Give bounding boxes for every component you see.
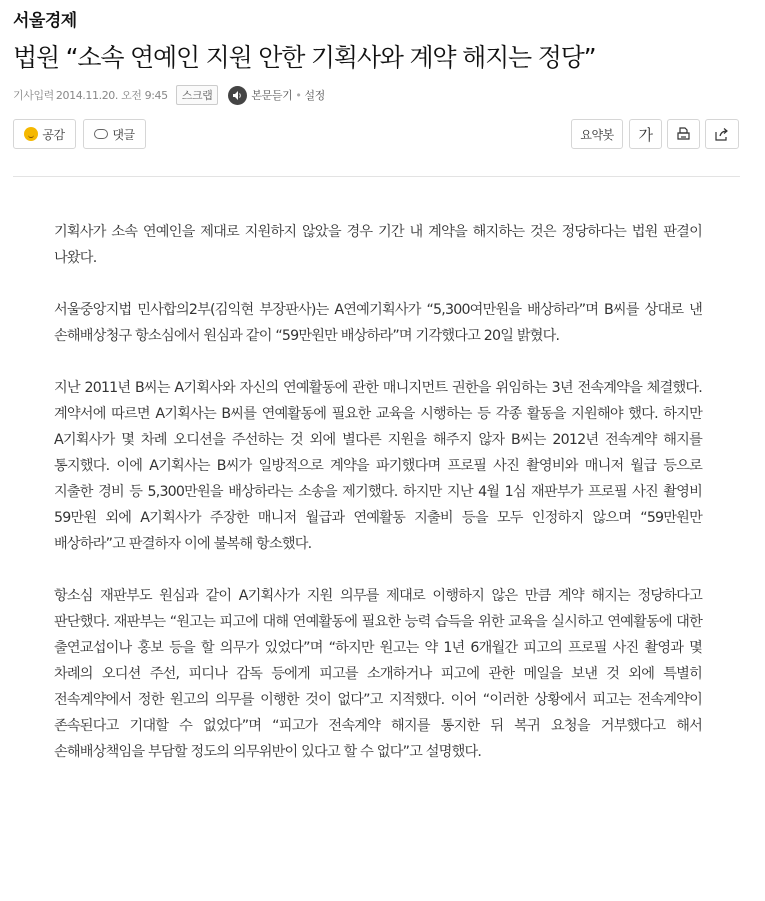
font-size-button[interactable]: 가 bbox=[629, 119, 662, 149]
article-body bbox=[54, 219, 702, 791]
print-icon bbox=[676, 127, 691, 142]
speaker-icon[interactable] bbox=[228, 86, 247, 105]
scrap-button[interactable]: 스크랩 bbox=[176, 85, 219, 105]
article-paragraph: 항소심 재판부도 원심과 같이 A기획사가 지원 의무를 제대로 이행하지 않은 만큼 계약 해지는 정당하다고 판단했다. 재판부는 “원고는 피고에 대해 연예활동에 필요한 능력 습득을 위한 교육을 실시하고 연예활동에 대한 출연교섭이나 홍보 등을 할 의무가 있었다”며 “하지만 원고는 약 1년 6개월간 피고의 프로필 사진 촬영과 몇 차례의 오디션 주선, 피디나 감독 등에게 피고를 소개하거나 피고에 관한 메일을 보낸 것 외에 특별히 전속계약에서 정한 원고의 의무를 이행한 것이 없다”고 지적했다. 이어 “이러한 상황에서 피고는 전속계약이 존속된다고 기대할 수 없었다”며 “피고가 전속계약 해지를 통지한 뒤 복귀 요청을 거부했다고 해서 손해배상책임을 부담할 정도의 의무위반이 있다고 할 수 없다”고 설명했다. bbox=[54, 588, 702, 760]
like-button[interactable] bbox=[13, 119, 76, 149]
comment-icon bbox=[94, 129, 108, 139]
input-label: 기사입력 bbox=[13, 89, 54, 102]
share-icon bbox=[714, 127, 730, 142]
like-label: 공감 bbox=[42, 127, 65, 142]
summary-button[interactable]: 요약봇 bbox=[571, 119, 623, 149]
meta-separator: • bbox=[295, 88, 302, 102]
article-headline: 법원 “소속 연예인 지원 안한 기획사와 계약 해지는 정당” bbox=[13, 43, 596, 72]
header-divider bbox=[13, 176, 740, 177]
comment-button[interactable] bbox=[83, 119, 146, 149]
listen-button[interactable]: 본문듣기 bbox=[251, 89, 293, 102]
article-paragraph: 서울중앙지법 민사합의2부(김익현 부장판사)는 A연예기획사가 “5,300여만원을 배상하라”며 B씨를 상대로 낸 손해배상청구 항소심에서 원심과 같이 “59만원만 배상하라”며 기각했다고 20일 밝혔다. bbox=[54, 302, 702, 344]
press-name[interactable]: 서울경제 bbox=[13, 11, 77, 31]
settings-link[interactable]: 설정 bbox=[304, 89, 325, 102]
article-date: 2014.11.20. 오전 9:45 bbox=[55, 89, 168, 102]
print-button[interactable] bbox=[667, 119, 700, 149]
article-meta bbox=[13, 85, 325, 105]
share-button[interactable] bbox=[705, 119, 739, 149]
article-paragraph: 지난 2011년 B씨는 A기획사와 자신의 연예활동에 관한 매니지먼트 권한을 위임하는 3년 전속계약을 체결했다. 계약서에 따르면 A기획사는 B씨를 연예활동에 필요한 교육을 시행하는 등 각종 활동을 지원해야 했다. 하지만 A기획사가 몇 차례 오디션을 주선하는 것 외에 별다른 지원을 해주지 않자 B씨는 2012년 전속계약 해지를 통지했다. 이에 A기획사는 B씨가 일방적으로 계약을 파기했다며 프로필 사진 촬영비와 매니저 월급 등으로 지출한 경비 등 5,300만원을 배상하라는 소송을 제기했다. 하지만 지난 4월 1심 재판부가 프로필 사진 촬영비 59만원 외에 A기획사가 주장한 매니저 월급과 연예활동 지출비 등을 모두 인정하지 않으며 “59만원만 배상하라”고 판결하자 이에 불복해 항소했다. bbox=[54, 380, 702, 552]
smile-icon bbox=[24, 127, 38, 141]
comment-label: 댓글 bbox=[112, 127, 135, 142]
article-paragraph: 기획사가 소속 연예인을 제대로 지원하지 않았을 경우 기간 내 계약을 해지하는 것은 정당하다는 법원 판결이 나왔다. bbox=[54, 224, 702, 266]
